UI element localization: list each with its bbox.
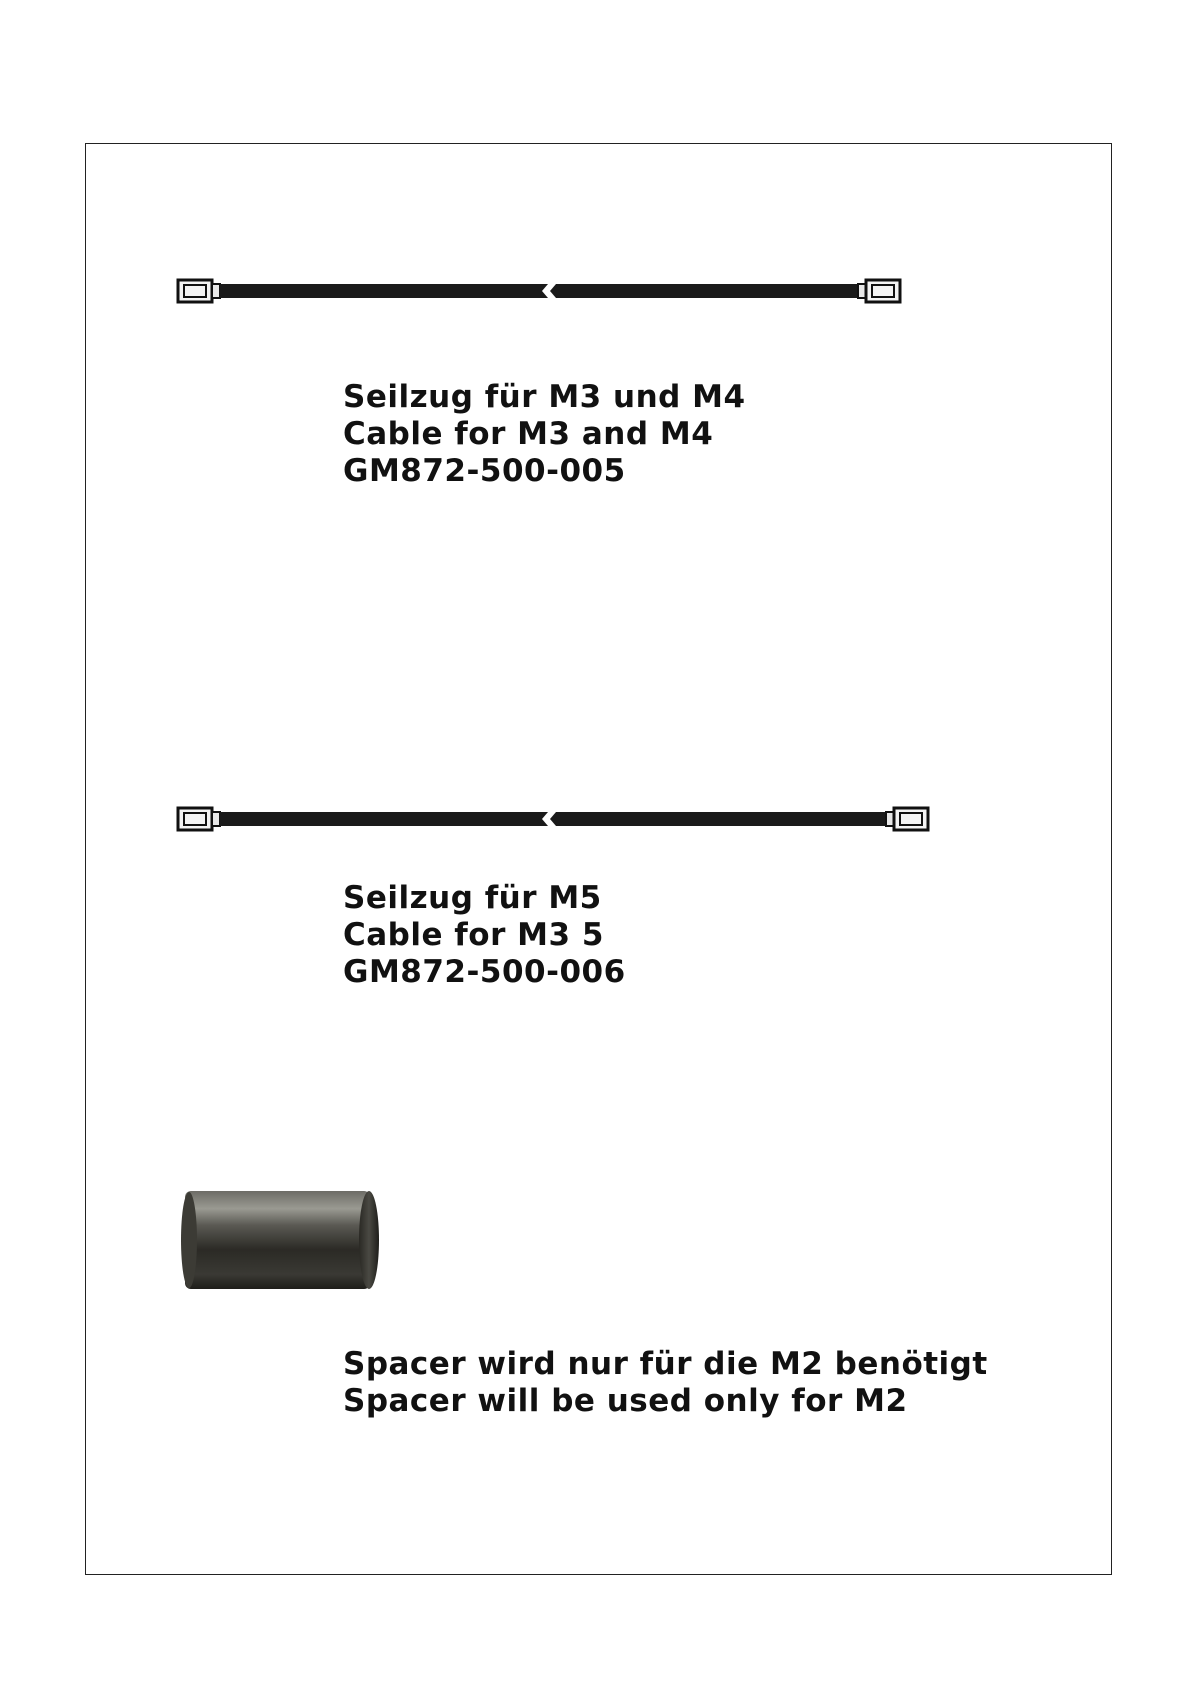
caption-cable-m5: [343, 880, 626, 991]
cable-long-icon: [170, 800, 940, 838]
cable-body: [550, 284, 858, 298]
spacer-sleeve-icon: [175, 1185, 390, 1295]
cable-short-icon: [170, 272, 910, 310]
caption-spacer: [343, 1346, 988, 1420]
cable-body: [550, 812, 886, 826]
part-number: GM872-500-006: [343, 954, 626, 990]
part-number: GM872-500-005: [343, 453, 626, 489]
cable-body: [220, 284, 548, 298]
caption-line-en: Spacer will be used only for M2: [343, 1383, 908, 1419]
caption-line-en: Cable for M3 5: [343, 917, 604, 953]
caption-line-en: Cable for M3 and M4: [343, 416, 714, 452]
caption-cable-m3-m4: [343, 379, 746, 490]
caption-line-de: Seilzug für M3 und M4: [343, 379, 746, 415]
cable-body: [220, 812, 548, 826]
caption-line-de: Spacer wird nur für die M2 benötigt: [343, 1346, 988, 1382]
caption-line-de: Seilzug für M5: [343, 880, 602, 916]
